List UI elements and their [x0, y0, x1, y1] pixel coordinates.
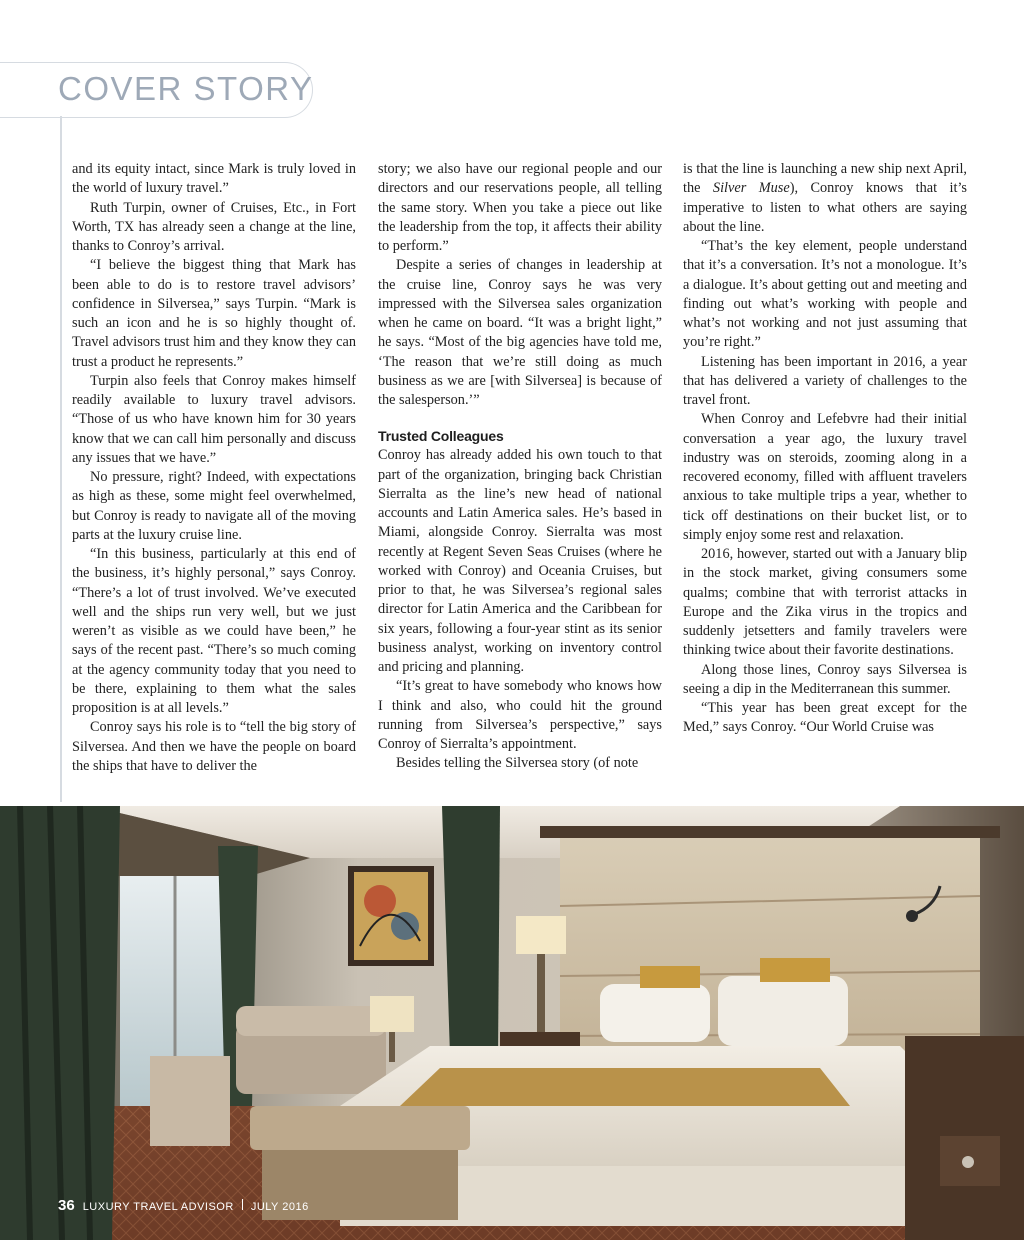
- paragraph: “It’s great to have somebody who knows how I think and also, who could hit the ground running from Silversea’s perspective,” says Conroy of Sierralta’s appointment.: [378, 678, 662, 752]
- column-3: [683, 160, 967, 738]
- column-2: [378, 160, 662, 774]
- section-label: COVER STORY: [58, 70, 314, 107]
- paragraph: Ruth Turpin, owner of Cruises, Etc., in Fort Worth, TX has already seen a change at the line, thanks to Conroy’s arrival.: [72, 199, 356, 254]
- subheading: Trusted Colleagues: [378, 428, 504, 445]
- paragraph: Conroy has already added his own touch to that part of the organization, bringing back Christian Sierralta as the line’s new head of national accounts and Latin America sales. He’s based in Miami, alongside Conroy. Sierralta was most recently at Regent Seven Seas Cruises (where he worked with Conroy) and Oceania Cruises, but prior to that, he was Silversea’s regional sales director for Latin America and the Caribbean for six years, following a four-year stint as its senior business analyst, working on inventory control and pricing and planning.: [378, 447, 662, 675]
- paragraph: When Conroy and Lefebvre had their initial conversation a year ago, the luxury travel industry was on steroids, zooming along in a recovered economy, filled with affluent travelers anxious to take multiple trips a year, whether to tick off destinations on their bucket list, or to simply enjoy some rest and relaxation.: [683, 411, 967, 543]
- paragraph: Listening has been important in 2016, a year that has delivered a variety of challenges to the travel front.: [683, 353, 967, 408]
- page-number: 36: [58, 1197, 75, 1214]
- paragraph: Conroy says his role is to “tell the big story of Silversea. And then we have the people on board the ships that have to deliver the: [72, 719, 356, 774]
- page-footer: [58, 1197, 309, 1214]
- paragraph: [683, 160, 967, 237]
- paragraph: “That’s the key element, people understand that it’s a conversation. It’s not a monologue. It’s a dialogue. It’s about getting out and meeting and finding out what’s working with people and what’s not working and not just assuming that you’re right.”: [683, 238, 967, 351]
- publication-name: LUXURY TRAVEL ADVISOR: [82, 1201, 234, 1213]
- paragraph: “In this business, particularly at this end of the business, it’s highly personal,” says Conroy. “There’s a lot of trust involved. We’ve executed well and the ships run very well, but we just weren’t as visible as we could have been,” he says of the recent past. “There’s so much coming at the agency community today that you need to be there, explaining to them what the sales proposition is at all levels.”: [72, 546, 356, 716]
- paragraph: 2016, however, started out with a January blip in the stock market, giving consumers some qualms; combine that with terrorist attacks in Europe and the Zika virus in the tropics and suddenly jetsetters and family travelers were thinking twice about their favorite destinations.: [683, 546, 967, 659]
- text-run: ), Conroy knows that it’s imperative to listen to what others are saying about the line.: [683, 180, 967, 235]
- paragraph: Besides telling the Silversea story (of note: [396, 755, 639, 772]
- paragraph: Turpin also feels that Conroy makes himself readily available to luxury travel advisors. “Those of us who have known him for 30 years know that we can call him personally and discuss any issues that we have.”: [72, 372, 356, 466]
- column-1: [72, 160, 356, 776]
- issue-date: JULY 2016: [250, 1201, 309, 1213]
- paragraph: No pressure, right? Indeed, with expectations as high as these, some might feel overwhelmed, but Conroy is ready to navigate all of the moving parts at the luxury cruise line.: [72, 469, 356, 543]
- stateroom-illustration: [0, 806, 1024, 1240]
- stateroom-photo: [0, 806, 1024, 1240]
- paragraph: and its equity intact, since Mark is truly loved in the world of luxury travel.”: [72, 161, 356, 197]
- paragraph: “I believe the biggest thing that Mark has been able to do is to restore travel advisors’ confidence in Silversea,” says Turpin. “Mark is such an icon and he is so highly thought of. Travel advisors trust him and they know they can trust a product he represents.”: [72, 257, 356, 370]
- paragraph: Despite a series of changes in leadership at the cruise line, Conroy says he was very impressed with the Silversea sales organization when he came on board. “It was a bright light,” he says. “Most of the big agencies have told me, ‘The reason that we’re still doing as much business as we are [with Silversea] is because of the salesperson.’”: [378, 257, 662, 408]
- footer-divider: [242, 1199, 243, 1210]
- section-rule: [60, 116, 62, 802]
- paragraph: “This year has been great except for the Med,” says Conroy. “Our World Cruise was: [683, 700, 967, 736]
- text-run: is that the line is launching a new ship next April, the: [683, 161, 967, 197]
- paragraph: story; we also have our regional people and our directors and our reservations people, all telling the same story. When you take a piece out like the leadership from the top, it affects their ability to perform.”: [378, 161, 662, 254]
- ship-name: Silver Muse: [712, 180, 790, 197]
- paragraph: Along those lines, Conroy says Silversea is seeing a dip in the Mediterranean this summer.: [683, 661, 967, 697]
